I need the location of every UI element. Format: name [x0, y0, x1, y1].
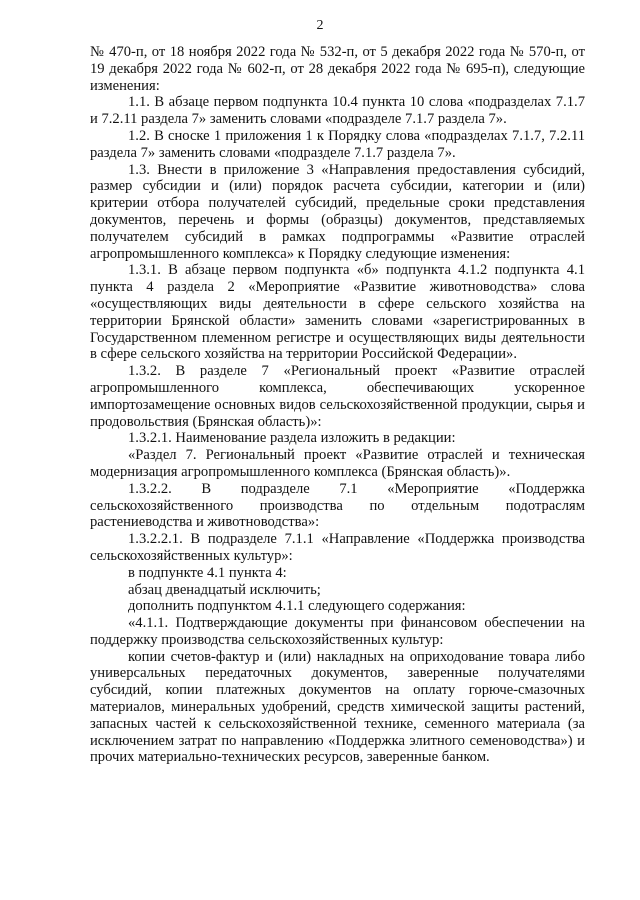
document-body	[90, 44, 585, 766]
paragraph-invoice-copies: копии счетов-фактур и (или) накладных на оприходование товара либо универсальных передаточных документов, заверенные получателями субсидий, копии платежных документов на оплату горюче-смазочных материалов, минеральных удобрений, средств химической защиты растений, запасных частей к сельскохозяйственной технике, семенного материала (за исключением затрат по направлению «Поддержка элитного семеноводства») и прочих материально-технических ресурсов, заверенные банком.	[90, 648, 585, 766]
paragraph-1-1: 1.1. В абзаце первом подпункта 10.4 пункта 10 слова «подразделах 7.1.7 и 7.2.11 раздела 7» заменить словами «подразделе 7.1.7 раздела 7».	[90, 94, 585, 128]
paragraph-add-4-1-1: дополнить подпунктом 4.1.1 следующего содержания:	[128, 598, 466, 615]
paragraph-1-3-2-2: 1.3.2.2. В подразделе 7.1 «Мероприятие «Поддержка сельскохозяйственного производства по отдельным подотраслям растениеводства и животноводства»:	[90, 480, 585, 531]
paragraph-4-1-1: «4.1.1. Подтверждающие документы при финансовом обеспечении на поддержку производства сельскохозяйственных культур:	[90, 615, 585, 648]
paragraph-1-3: 1.3. Внести в приложение 3 «Направления предоставления субсидий, размер субсидии и (или) порядок расчета субсидии, категории и (или) критерии отбора получателей субсидий, предельные сроки представления документов, перечень и формы (образцы) документов, представляемых получателем субсидий в рамках подпрограммы «Развитие отраслей агропромышленного комплекса» к Порядку следующие изменения:	[90, 161, 585, 262]
paragraph-1-2: 1.2. В сноске 1 приложения 1 к Порядку слова «подразделах 7.1.7, 7.2.11 раздела 7» заменить словами «подразделе 7.1.7 раздела 7».	[90, 127, 585, 161]
page-number: 2	[316, 18, 324, 33]
paragraph-section-7-title: «Раздел 7. Региональный проект «Развитие отраслей и техническая модернизация агропромышленного комплекса (Брянская область)».	[90, 447, 585, 480]
paragraph-1-3-1: 1.3.1. В абзаце первом подпункта «б» подпункта 4.1.2 подпункта 4.1 пункта 4 раздела 2 «Мероприятие «Развитие животноводства» слова «осуществляющих виды деятельности в сфере сельского хозяйства на территории Брянской области» заменить словами «зарегистрированных в Государственном племенном регистре и осуществляющих виды деятельности в сфере сельского хозяйства на территории Российской Федерации».	[90, 262, 585, 363]
paragraph-1-3-2-1: 1.3.2.1. Наименование раздела изложить в редакции:	[128, 430, 456, 447]
paragraph-1-3-2-2-1: 1.3.2.2.1. В подразделе 7.1.1 «Направление «Поддержка производства сельскохозяйственных культур»:	[90, 531, 585, 564]
paragraph-subpoint-4-1: в подпункте 4.1 пункта 4:	[128, 564, 287, 581]
paragraph-1-3-2: 1.3.2. В разделе 7 «Региональный проект «Развитие отраслей агропромышленного комплекса, обеспечивающих ускоренное импортозамещение основных видов сельскохозяйственной продукции, сырья и продовольствия (Брянская область)»:	[90, 363, 585, 430]
paragraph-continuation: № 470-п, от 18 ноября 2022 года № 532-п, от 5 декабря 2022 года № 570-п, от 19 декабря 2022 года № 602-п, от 28 декабря 2022 года № 695-п), следующие изменения:	[90, 44, 585, 94]
paragraph-exclude-12: абзац двенадцатый исключить;	[128, 581, 321, 598]
